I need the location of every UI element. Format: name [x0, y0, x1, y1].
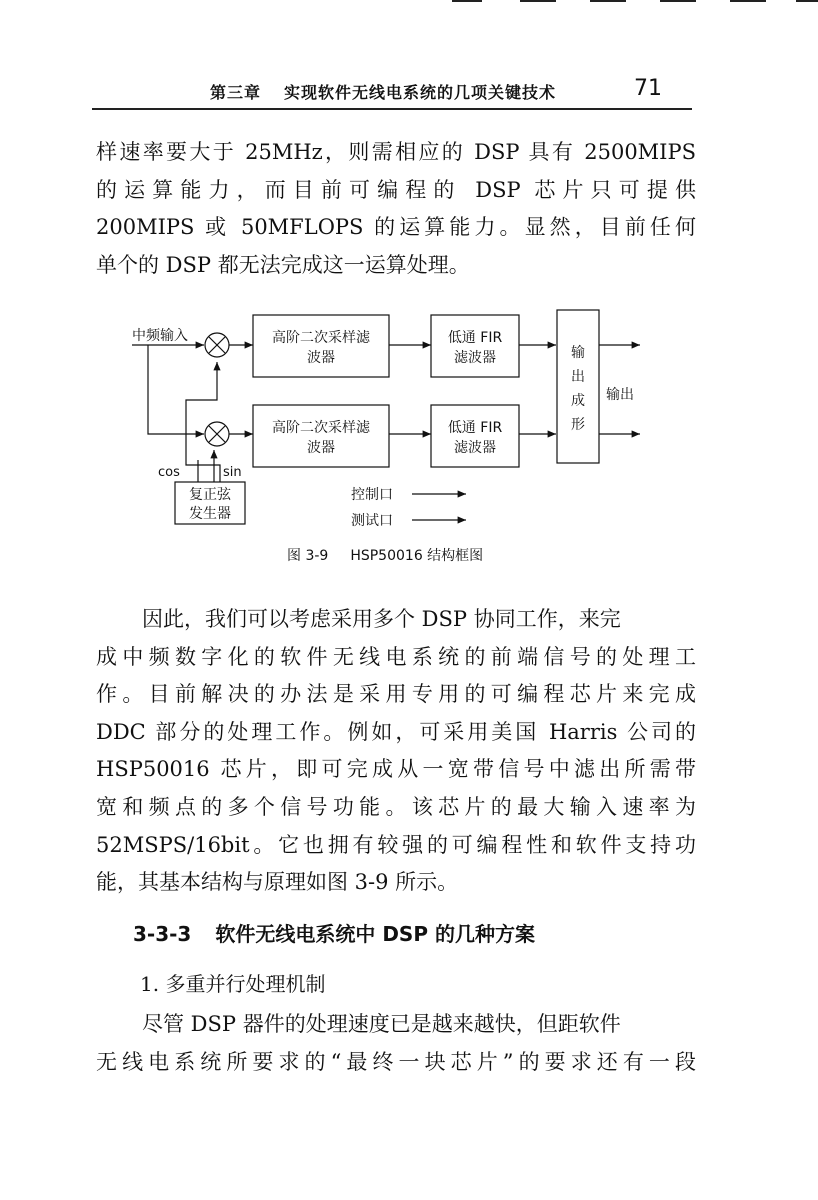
text-line: 尽管 DSP 器件的处理速度已是越来越快，但距软件 — [142, 1012, 621, 1036]
text-line: 的运算能力，而目前可编程的 DSP 芯片只可提供 — [96, 177, 696, 202]
input-label: 中频输入 — [132, 328, 188, 344]
running-header — [92, 74, 692, 110]
mixer-top-icon — [205, 333, 229, 357]
section-title: 软件无线电系统中 DSP 的几种方案 — [215, 922, 535, 946]
oscillator-line1: 复正弦 — [189, 487, 231, 503]
paragraph-1 — [96, 134, 696, 284]
output-shaping-block — [557, 310, 599, 463]
input-branch-line — [148, 345, 204, 434]
filter-bottom-line2: 波器 — [307, 440, 335, 456]
control-port-label: 控制口 — [351, 487, 393, 503]
fir-filter-top — [431, 315, 519, 377]
top-edge-mark — [590, 0, 626, 2]
text-line: 作。目前解决的办法是采用专用的可编程芯片来完成 — [96, 682, 696, 707]
chapter-title: 实现软件无线电系统的几项关键技术 — [284, 83, 557, 102]
text-line: 能，其基本结构与原理如图 3-9 所示。 — [96, 870, 459, 895]
filter-top-line1: 高阶二次采样滤 — [272, 330, 370, 346]
figure-caption — [287, 545, 505, 565]
top-edge-mark — [796, 0, 818, 2]
text-line: 宽和频点的多个信号功能。该芯片的最大输入速率为 — [96, 794, 696, 819]
fir-top-line1: 低通 FIR — [447, 330, 503, 346]
chapter-label: 第三章 — [210, 83, 262, 102]
section-number: 3-3-3 — [133, 922, 192, 946]
block-diagram — [120, 300, 680, 540]
output-char: 输 — [571, 345, 585, 361]
paragraph-3 — [96, 1006, 696, 1081]
caption-number: 图 3-9 — [287, 548, 329, 564]
fir-filter-bottom — [431, 405, 519, 467]
cos-label: cos — [158, 465, 180, 480]
oscillator-line2: 发生器 — [189, 506, 231, 522]
text-line: 样速率要大于 25MHz，则需相应的 DSP 具有 2500MIPS — [96, 140, 696, 164]
output-char: 形 — [571, 417, 585, 433]
top-edge-mark — [660, 0, 696, 2]
text-line: 200MIPS 或 50MFLOPS 的运算能力。显然，目前任何 — [96, 215, 696, 240]
fir-bottom-line2: 滤波器 — [454, 440, 496, 456]
high-order-filter-bottom — [253, 405, 389, 467]
test-port-label: 测试口 — [351, 513, 393, 529]
high-order-filter-top — [253, 315, 389, 377]
output-char: 出 — [571, 369, 585, 385]
subsection-heading: 1. 多重并行处理机制 — [140, 972, 326, 996]
sin-label: sin — [223, 465, 242, 480]
section-heading — [133, 918, 535, 947]
text-line: DDC 部分的处理工作。例如，可采用美国 Harris 公司的 — [96, 719, 696, 744]
filter-bottom-line1: 高阶二次采样滤 — [272, 420, 370, 436]
fir-bottom-line1: 低通 FIR — [447, 420, 503, 436]
paragraph-2 — [96, 601, 696, 902]
text-line: HSP50016 芯片，即可完成从一宽带信号中滤出所需带 — [96, 757, 696, 782]
page-number: 71 — [634, 76, 662, 101]
top-edge-mark — [730, 0, 766, 2]
top-edge-mark — [520, 0, 556, 2]
output-label: 输出 — [606, 387, 634, 403]
text-line: 因此，我们可以考虑采用多个 DSP 协同工作，来完 — [142, 607, 621, 631]
caption-text: HSP50016 结构框图 — [350, 548, 484, 564]
header-rule — [92, 108, 692, 110]
output-char: 成 — [571, 393, 585, 409]
text-line: 52MSPS/16bit。它也拥有较强的可编程性和软件支持功 — [96, 832, 696, 857]
filter-top-line2: 波器 — [307, 350, 335, 366]
top-edge-mark — [452, 0, 482, 2]
mixer-bottom-icon — [205, 422, 229, 446]
text-line: 成中频数字化的软件无线电系统的前端信号的处理工 — [96, 644, 696, 669]
text-line: 无线电系统所要求的“最终一块芯片”的要求还有一段 — [96, 1049, 696, 1074]
fir-top-line2: 滤波器 — [454, 350, 496, 366]
text-line: 单个的 DSP 都无法完成这一运算处理。 — [96, 252, 470, 277]
